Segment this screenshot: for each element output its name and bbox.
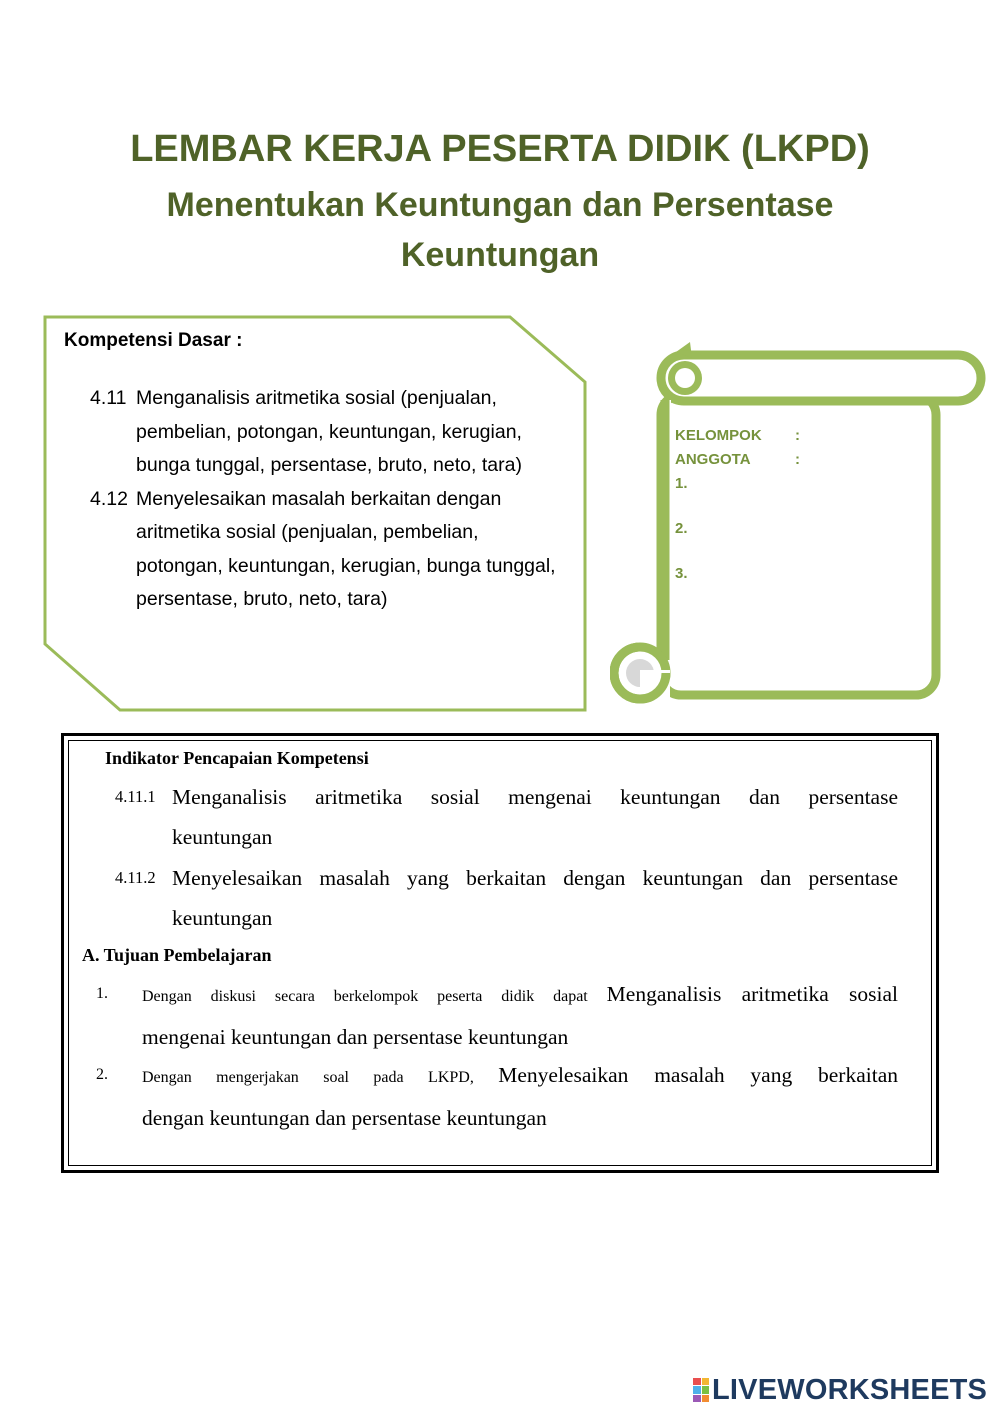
title-main: LEMBAR KERJA PESERTA DIDIK (LKPD): [130, 128, 870, 170]
liveworksheets-logo: [693, 1375, 987, 1405]
kompetensi-text: Menganalisis aritmetika sosial (penjualan, pembelian, potongan, keuntungan, kerugian, bunga tunggal, persentase, bruto, neto, tara): [136, 387, 522, 476]
tujuan-prefix: Dengan mengerjakan soal pada LKPD,: [142, 1069, 499, 1086]
tujuan-item-1: [96, 974, 899, 1060]
indikator-item-4-11-1: [115, 777, 898, 857]
indikator-item-4-11-2: [115, 858, 898, 938]
title-subtitle: [0, 180, 1000, 280]
member-3: 3.: [675, 565, 688, 582]
member-1: 1.: [675, 475, 688, 492]
logo-text: LIVEWORKSHEETS: [712, 1373, 988, 1406]
anggota-row: [675, 451, 800, 468]
tujuan-line-2: dengan keuntungan dan persentase keuntungan: [142, 1106, 547, 1130]
kelompok-label: KELOMPOK: [675, 427, 762, 444]
subtitle-line-2: Keuntungan: [400, 236, 600, 274]
indikator-heading: Indikator Pencapaian Kompetensi: [105, 748, 369, 768]
tujuan-prefix: Dengan diskusi secara berkelompok peserta didik dapat: [142, 988, 607, 1005]
kompetensi-number: 4.12: [90, 487, 128, 510]
kelompok-colon: :: [795, 427, 800, 444]
kompetensi-dasar-section: [64, 330, 564, 617]
indikator-line-1: Menyelesaikan masalah yang berkaitan dengan keuntungan dan persentase: [172, 866, 898, 890]
kompetensi-item-4-12: [64, 483, 564, 617]
scroll-frame: [610, 340, 990, 705]
kompetensi-text: Menyelesaikan masalah berkaitan dengan aritmetika sosial (penjualan, pembelian, potongan, keuntungan, kerugian, bunga tunggal, persentase, bruto, neto, tara): [136, 487, 556, 610]
tujuan-line-2: mengenai keuntungan dan persentase keuntungan: [142, 1025, 569, 1049]
kompetensi-item-4-11: [64, 382, 564, 483]
tujuan-heading: A. Tujuan Pembelajaran: [82, 945, 272, 965]
indikator-line-1: Menganalisis aritmetika sosial mengenai keuntungan dan persentase: [172, 785, 898, 809]
kelompok-row: [675, 427, 800, 444]
indikator-line-2: keuntungan: [172, 825, 273, 849]
subtitle-line-1: Menentukan Keuntungan dan Persentase: [166, 186, 834, 224]
member-2: 2.: [675, 520, 688, 537]
kompetensi-number: 4.11: [90, 387, 127, 409]
indikator-line-2: keuntungan: [172, 906, 273, 930]
anggota-label: ANGGOTA: [675, 451, 751, 468]
indikator-number: 4.11.2: [115, 868, 156, 887]
tujuan-line-1: Menyelesaikan masalah yang berkaitan: [498, 1063, 898, 1087]
anggota-colon: :: [795, 451, 800, 468]
tujuan-line-1: Menganalisis aritmetika sosial: [606, 982, 899, 1006]
tujuan-number: 1.: [96, 985, 108, 1002]
tujuan-item-2: [96, 1055, 898, 1141]
logo-grid-icon: [693, 1378, 709, 1402]
kompetensi-heading: Kompetensi Dasar :: [64, 330, 243, 351]
indikator-number: 4.11.1: [115, 787, 156, 806]
tujuan-number: 2.: [96, 1066, 108, 1083]
